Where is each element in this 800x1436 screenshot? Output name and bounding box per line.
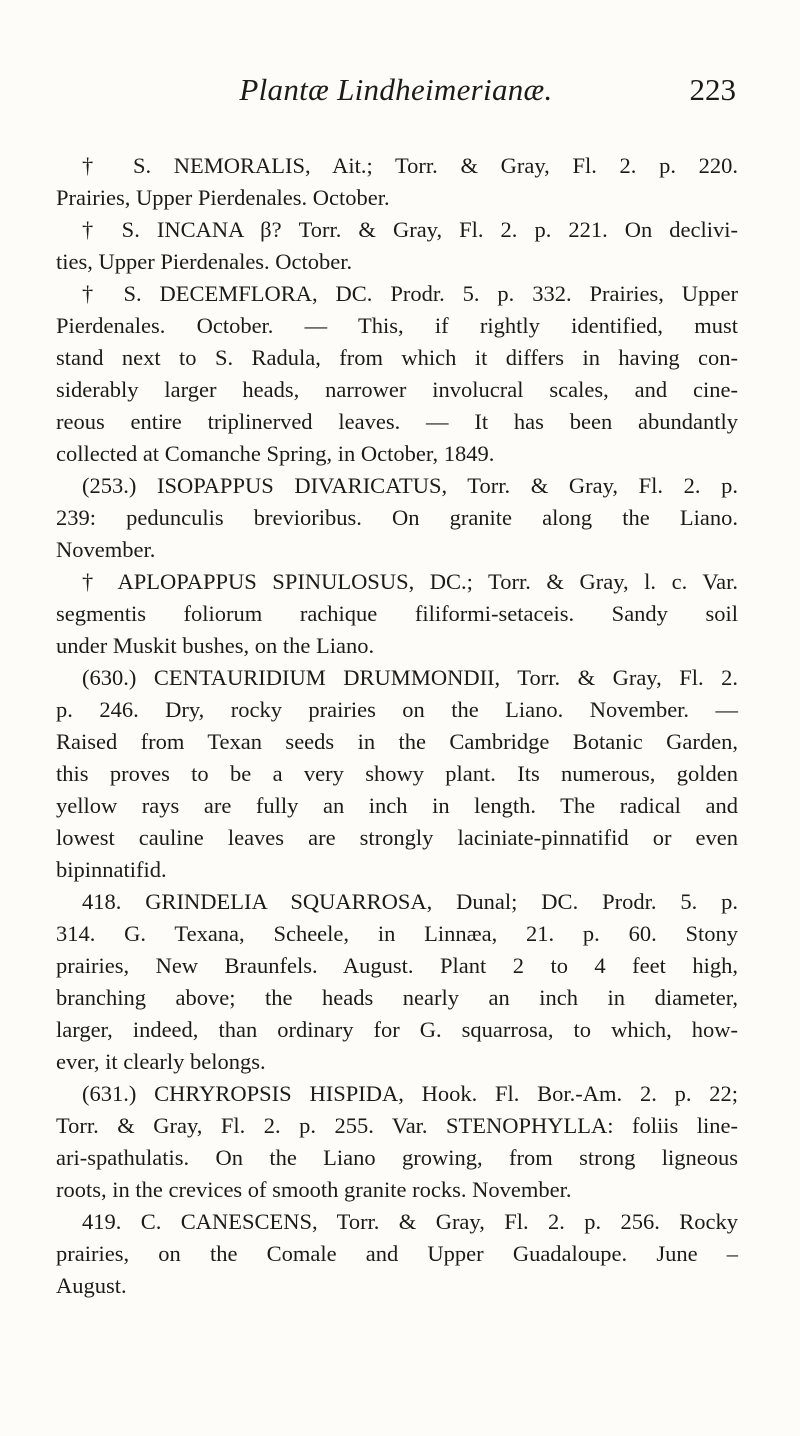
text-line: Prairies, Upper Pierdenales. October.: [56, 185, 390, 210]
text-line: November.: [56, 537, 156, 562]
text-line: reous entire triplinerved leaves. — It has been abundantly: [56, 409, 738, 434]
text-line: (631.) CHRYROPSIS HISPIDA, Hook. Fl. Bor.-Am. 2. p. 22;: [82, 1081, 738, 1106]
text-line: Pierdenales. October. — This, if rightly identified, must: [56, 313, 738, 338]
text-line: 239: pedunculis brevioribus. On granite along the Liano.: [56, 505, 738, 530]
page-header: [56, 72, 736, 112]
text-line: 418. GRINDELIA SQUARROSA, Dunal; DC. Prodr. 5. p.: [82, 889, 738, 914]
text-line: prairies, on the Comale and Upper Guadaloupe. June –: [56, 1241, 738, 1266]
text-line: yellow rays are fully an inch in length. The radical and: [56, 793, 738, 818]
running-title: Plantæ Lindheimerianæ.: [239, 72, 553, 107]
text-line: ties, Upper Pierdenales. October.: [56, 249, 353, 274]
text-line: ari-spathulatis. On the Liano growing, from strong ligneous: [56, 1145, 738, 1170]
body-text: [56, 150, 738, 1302]
text-line: segmentis foliorum rachique filiformi-setaceis. Sandy soil: [56, 601, 738, 626]
text-line: August.: [56, 1273, 127, 1298]
text-line: ever, it clearly belongs.: [56, 1049, 266, 1074]
text-line: siderably larger heads, narrower involucral scales, and cine-: [56, 377, 738, 402]
text-line: † S. INCANA β? Torr. & Gray, Fl. 2. p. 221. On declivi-: [82, 217, 738, 242]
text-line: † APLOPAPPUS SPINULOSUS, DC.; Torr. & Gray, l. c. Var.: [82, 569, 738, 594]
page-number: 223: [689, 72, 736, 107]
text-line: lowest cauline leaves are strongly laciniate-pinnatifid or even: [56, 825, 738, 850]
text-line: Torr. & Gray, Fl. 2. p. 255. Var. STENOPHYLLA: foliis line-: [56, 1113, 738, 1138]
text-line: this proves to be a very showy plant. Its numerous, golden: [56, 761, 738, 786]
text-line: † S. NEMORALIS, Ait.; Torr. & Gray, Fl. 2. p. 220.: [82, 153, 738, 178]
text-line: branching above; the heads nearly an inch in diameter,: [56, 985, 738, 1010]
text-line: prairies, New Braunfels. August. Plant 2 to 4 feet high,: [56, 953, 738, 978]
text-line: bipinnatifid.: [56, 857, 167, 882]
text-line: (253.) ISOPAPPUS DIVARICATUS, Torr. & Gray, Fl. 2. p.: [82, 473, 738, 498]
text-line: stand next to S. Radula, from which it differs in having con-: [56, 345, 738, 370]
text-line: (630.) CENTAURIDIUM DRUMMONDII, Torr. & Gray, Fl. 2.: [82, 665, 738, 690]
text-line: 419. C. CANESCENS, Torr. & Gray, Fl. 2. p. 256. Rocky: [82, 1209, 738, 1234]
text-line: under Muskit bushes, on the Liano.: [56, 633, 375, 658]
text-line: larger, indeed, than ordinary for G. squarrosa, to which, how-: [56, 1017, 738, 1042]
text-line: roots, in the crevices of smooth granite rocks. November.: [56, 1177, 572, 1202]
text-line: 314. G. Texana, Scheele, in Linnæa, 21. p. 60. Stony: [56, 921, 738, 946]
text-line: † S. DECEMFLORA, DC. Prodr. 5. p. 332. Prairies, Upper: [82, 281, 738, 306]
text-line: Raised from Texan seeds in the Cambridge Botanic Garden,: [56, 729, 738, 754]
text-line: collected at Comanche Spring, in October, 1849.: [56, 441, 495, 466]
text-line: p. 246. Dry, rocky prairies on the Liano. November. —: [56, 697, 738, 722]
